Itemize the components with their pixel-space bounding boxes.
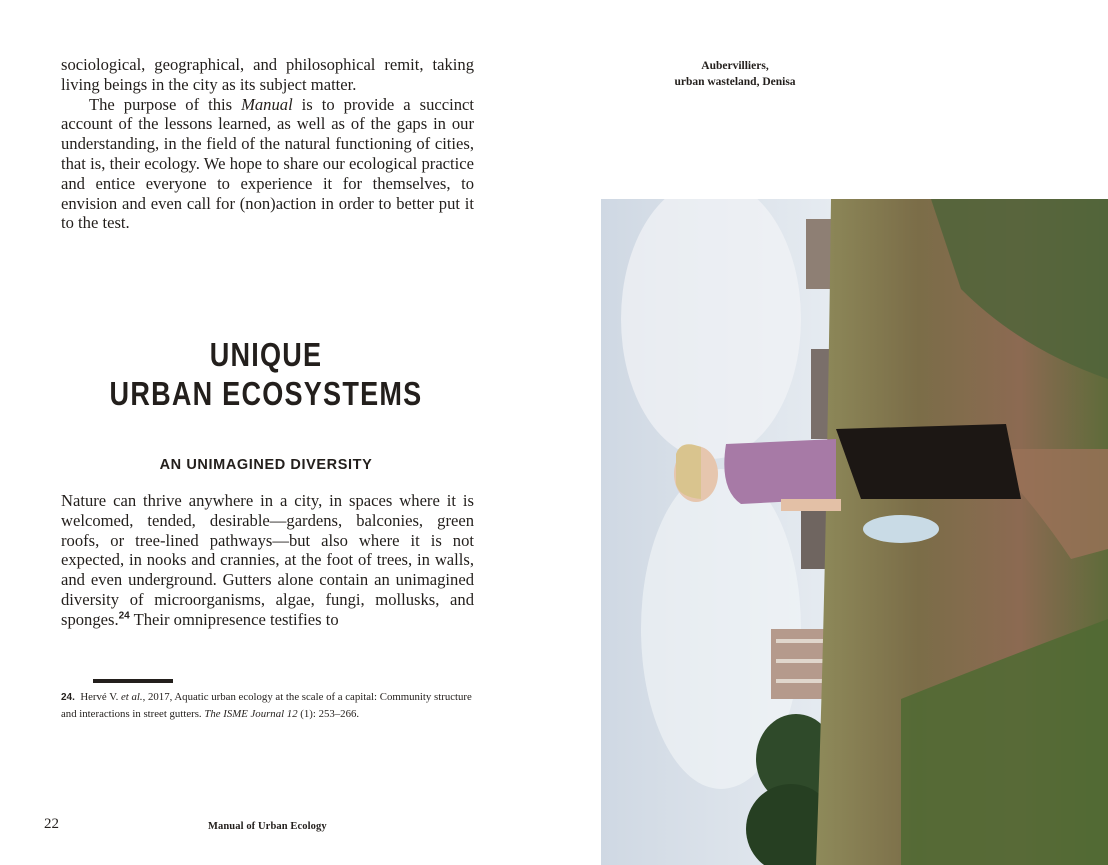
section-subheading: AN UNIMAGINED DIVERSITY: [159, 457, 373, 473]
photo-caption: Aubervilliers, urban wasteland, Denisa: [674, 60, 796, 88]
footnote-rule: [93, 679, 173, 683]
body-paragraph-intro: [61, 55, 474, 233]
bucket: [863, 515, 939, 543]
photograph-urban-wasteland: [601, 199, 1108, 865]
paragraph-continuation: sociological, geographical, and philosophical remit, taking living beings in the city as its subject matter.: [61, 55, 474, 94]
footnote: 24. Hervé V. et al., 2017, Aquatic urban ecology at the scale of a capital: Community structure and interactions in street gutters. The ISME Journal 12 (1): 253–266.: [61, 691, 472, 720]
blouse: [724, 439, 836, 504]
page-number: 22: [44, 816, 59, 832]
hair: [676, 444, 701, 499]
paragraph-purpose: The purpose of this Manual is to provide a succinct account of the lessons learned, as well as of the gaps in our understanding, in the field of the natural functioning of cities, that is, their ecology. We hope to share our ecological practice and entice everyone to experience it for themselves, to envision and even call for (non)action in order to better put it to the test.: [61, 94, 474, 233]
section-heading: UNIQUE URBAN ECOSYSTEMS: [109, 336, 423, 412]
footnote-number: 24.: [61, 692, 75, 703]
running-title: Manual of Urban Ecology: [208, 821, 327, 832]
photo-illustration: [601, 199, 1108, 865]
footnote-reference[interactable]: 24: [118, 610, 130, 622]
dress: [836, 424, 1021, 499]
manual-italic: Manual: [241, 94, 293, 114]
arm: [781, 499, 841, 511]
body-paragraph-diversity: Nature can thrive anywhere in a city, in spaces where it is welcomed, tended, desirable—gardens, balconies, green roofs, or tree-lined pathways—but also where it is not expected, in nooks and crannies, at the foot of trees, in walls, and even underground. Gutters alone contain an unimagined diversity of microorganisms, algae, fungi, mollusks, and sponges.$^{24}$ Their omnipresence testifies to: [61, 491, 474, 629]
